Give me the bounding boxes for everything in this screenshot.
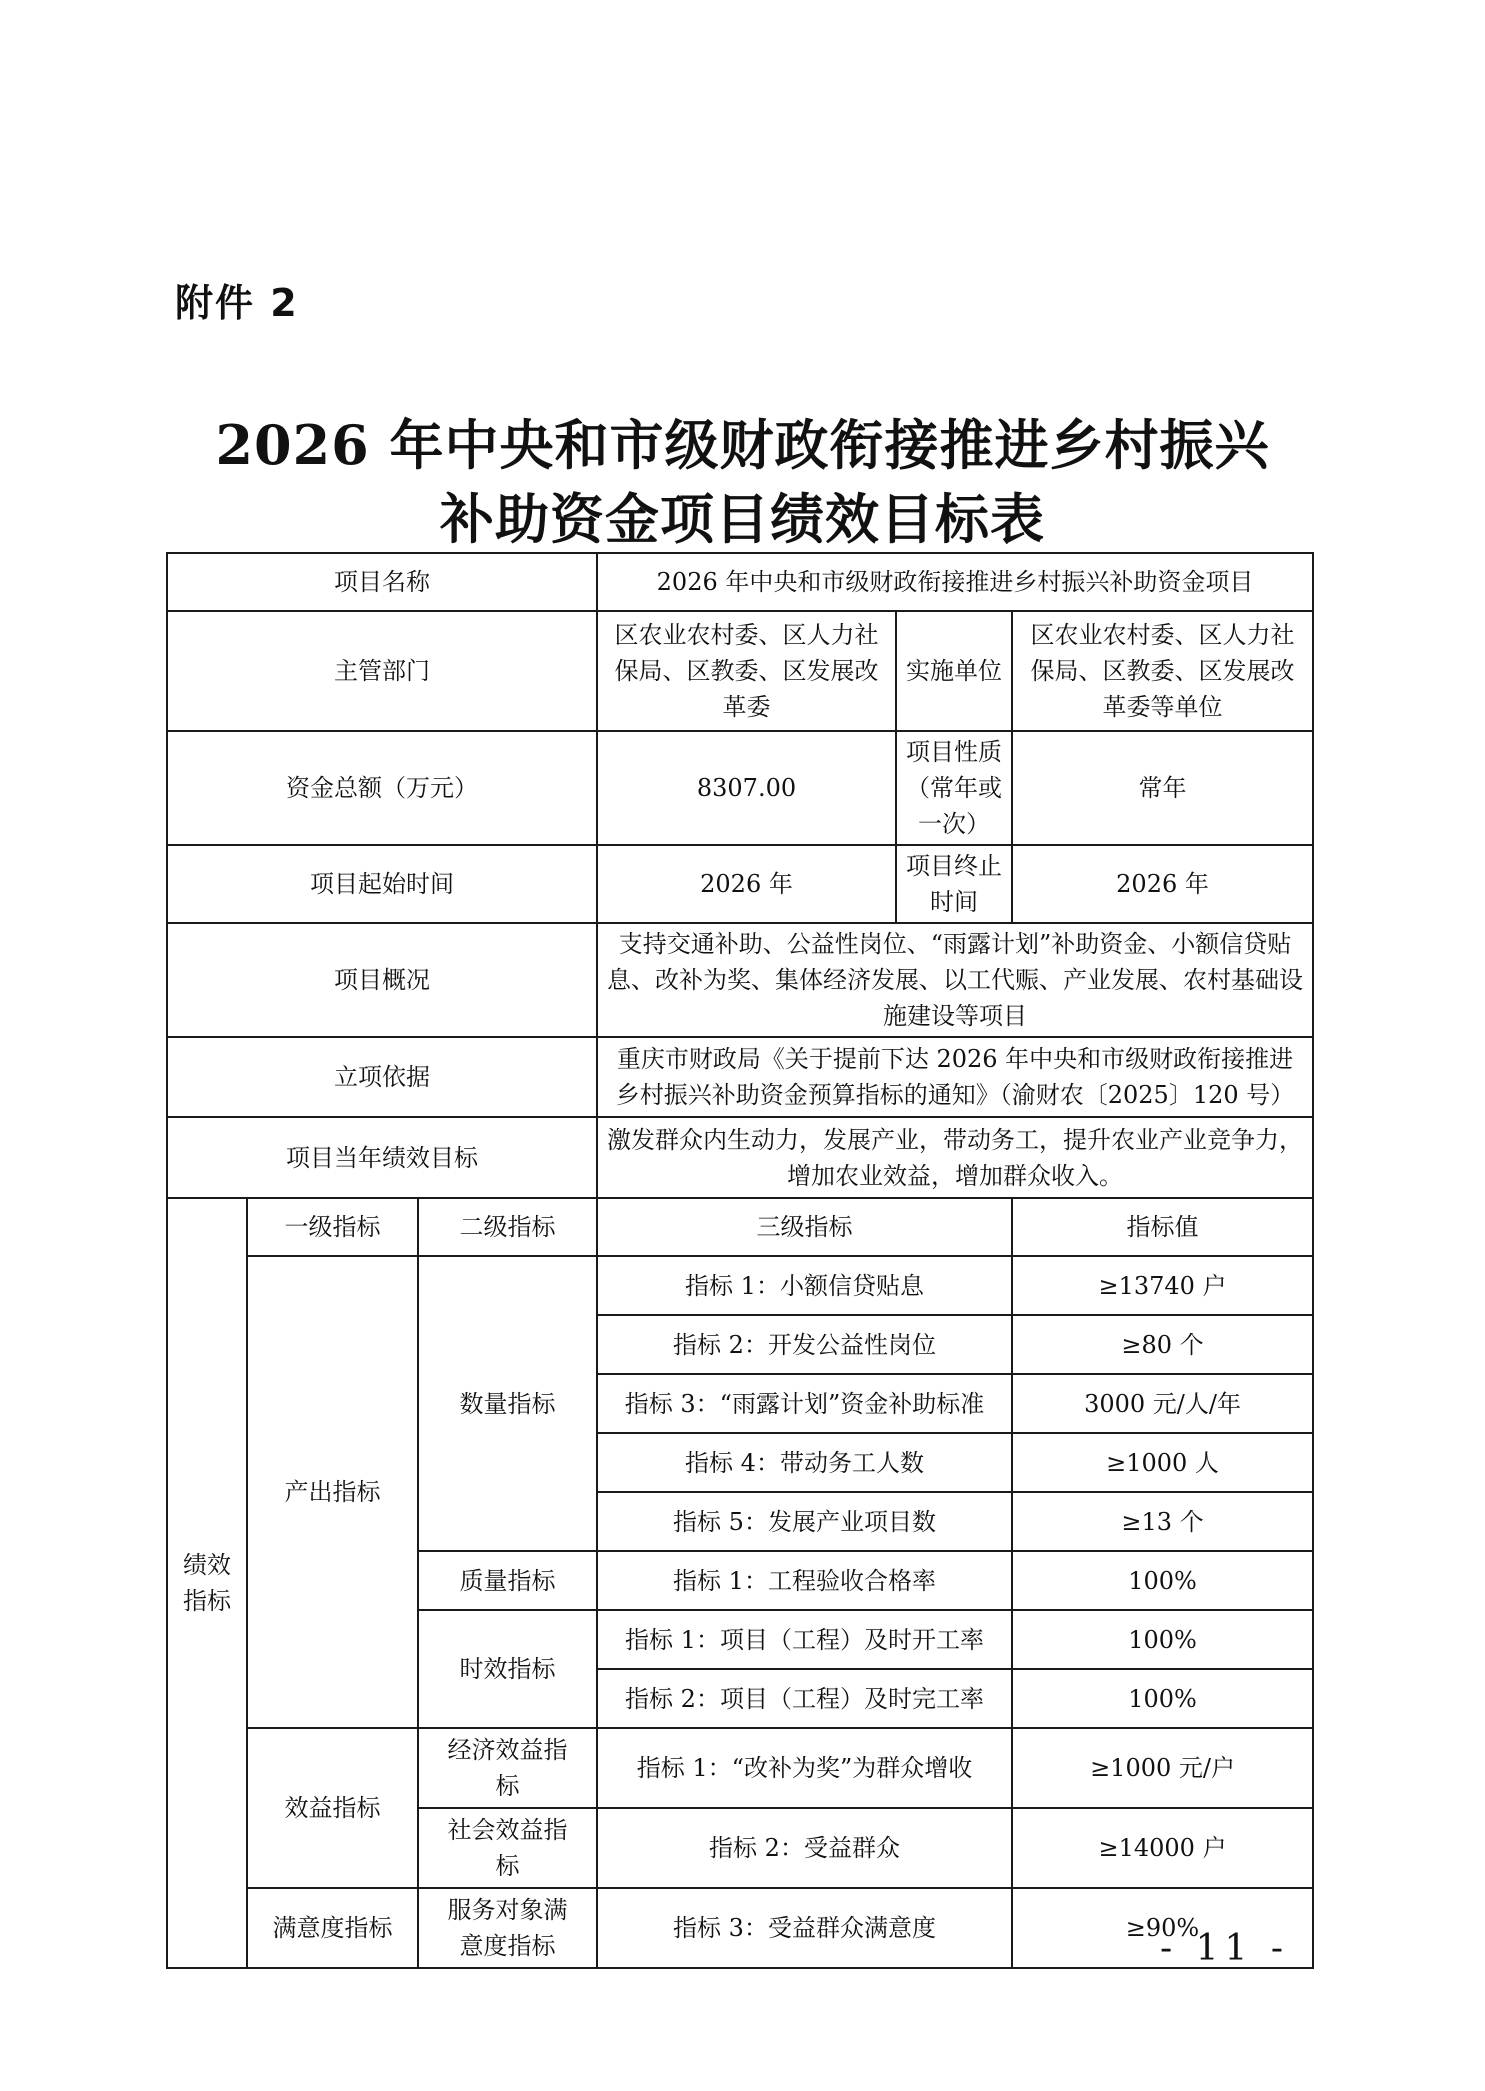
funds-value: 8307.00	[597, 731, 896, 845]
economic-label: 经济效益指标	[418, 1728, 597, 1808]
header-level2: 二级指标	[418, 1198, 597, 1256]
impl-value: 区农业农村委、区人力社保局、区教委、区发展改革委等单位	[1012, 611, 1313, 731]
quantity-label: 数量指标	[418, 1256, 597, 1551]
social-label: 社会效益指标	[418, 1808, 597, 1888]
row-funds	[167, 731, 1313, 845]
indicator-name: 指标 2：项目（工程）及时完工率	[597, 1669, 1012, 1728]
impl-label: 实施单位	[896, 611, 1012, 731]
nature-label: 项目性质（常年或一次）	[896, 731, 1012, 845]
indicator-name: 指标 1：小额信贷贴息	[597, 1256, 1012, 1315]
timeliness-label: 时效指标	[418, 1610, 597, 1728]
indicator-name: 指标 4：带动务工人数	[597, 1433, 1012, 1492]
header-level1: 一级指标	[247, 1198, 418, 1256]
indicator-value: 3000 元/人/年	[1012, 1374, 1313, 1433]
header-level3: 三级指标	[597, 1198, 1012, 1256]
row-basis	[167, 1037, 1313, 1117]
quality-label: 质量指标	[418, 1551, 597, 1610]
document-title-line-2: 补助资金项目绩效目标表	[440, 487, 1045, 551]
indicator-name: 指标 1：项目（工程）及时开工率	[597, 1610, 1012, 1669]
indicator-value: ≥1000 人	[1012, 1433, 1313, 1492]
basis-value: 重庆市财政局《关于提前下达 2026 年中央和市级财政衔接推进乡村振兴补助资金预算指标的通知》（渝财农〔2025〕120 号）	[597, 1037, 1313, 1117]
perf-header-row	[167, 1198, 1313, 1256]
performance-target-table	[166, 552, 1314, 1969]
project-name-label: 项目名称	[167, 553, 597, 611]
indicator-name: 指标 1：工程验收合格率	[597, 1551, 1012, 1610]
benefit-label: 效益指标	[247, 1728, 418, 1888]
table-row	[167, 1728, 1313, 1808]
indicator-value: 100%	[1012, 1669, 1313, 1728]
indicator-value: ≥80 个	[1012, 1315, 1313, 1374]
table-row	[167, 1888, 1313, 1968]
start-label: 项目起始时间	[167, 845, 597, 923]
indicator-value: ≥14000 户	[1012, 1808, 1313, 1888]
indicator-name: 指标 1：“改补为奖”为群众增收	[597, 1728, 1012, 1808]
goal-label: 项目当年绩效目标	[167, 1117, 597, 1198]
header-value: 指标值	[1012, 1198, 1313, 1256]
end-label: 项目终止时间	[896, 845, 1012, 923]
indicator-value: 100%	[1012, 1551, 1313, 1610]
indicator-value: 100%	[1012, 1610, 1313, 1669]
overview-value: 支持交通补助、公益性岗位、“雨露计划”补助资金、小额信贷贴息、改补为奖、集体经济发展、以工代赈、产业发展、农村基础设施建设等项目	[597, 923, 1313, 1037]
nature-value: 常年	[1012, 731, 1313, 845]
row-period	[167, 845, 1313, 923]
page-number: - 11 -	[1160, 1928, 1290, 1969]
row-department	[167, 611, 1313, 731]
indicator-name: 指标 2：开发公益性岗位	[597, 1315, 1012, 1374]
goal-value: 激发群众内生动力，发展产业，带动务工，提升农业产业竞争力，增加农业效益，增加群众收入。	[597, 1117, 1313, 1198]
overview-label: 项目概况	[167, 923, 597, 1037]
perf-section-label: 绩效指标	[167, 1198, 247, 1968]
end-value: 2026 年	[1012, 845, 1313, 923]
dept-label: 主管部门	[167, 611, 597, 731]
indicator-name: 指标 3：受益群众满意度	[597, 1888, 1012, 1968]
row-overview	[167, 923, 1313, 1037]
row-annual-goal	[167, 1117, 1313, 1198]
attachment-label: 附件 2	[175, 281, 299, 325]
service-label: 服务对象满意度指标	[418, 1888, 597, 1968]
basis-label: 立项依据	[167, 1037, 597, 1117]
indicator-value: ≥1000 元/户	[1012, 1728, 1313, 1808]
row-project-name	[167, 553, 1313, 611]
table-row	[167, 1256, 1313, 1315]
start-value: 2026 年	[597, 845, 896, 923]
document-title-line-1: 2026 年中央和市级财政衔接推进乡村振兴	[215, 413, 1270, 477]
indicator-name: 指标 3：“雨露计划”资金补助标准	[597, 1374, 1012, 1433]
indicator-value: ≥90%	[1012, 1888, 1313, 1968]
output-label: 产出指标	[247, 1256, 418, 1728]
funds-label: 资金总额（万元）	[167, 731, 597, 845]
indicator-value: ≥13740 户	[1012, 1256, 1313, 1315]
project-name-value: 2026 年中央和市级财政衔接推进乡村振兴补助资金项目	[597, 553, 1313, 611]
indicator-name: 指标 5：发展产业项目数	[597, 1492, 1012, 1551]
satisfaction-label: 满意度指标	[247, 1888, 418, 1968]
indicator-name: 指标 2：受益群众	[597, 1808, 1012, 1888]
indicator-value: ≥13 个	[1012, 1492, 1313, 1551]
dept-value: 区农业农村委、区人力社保局、区教委、区发展改革委	[597, 611, 896, 731]
